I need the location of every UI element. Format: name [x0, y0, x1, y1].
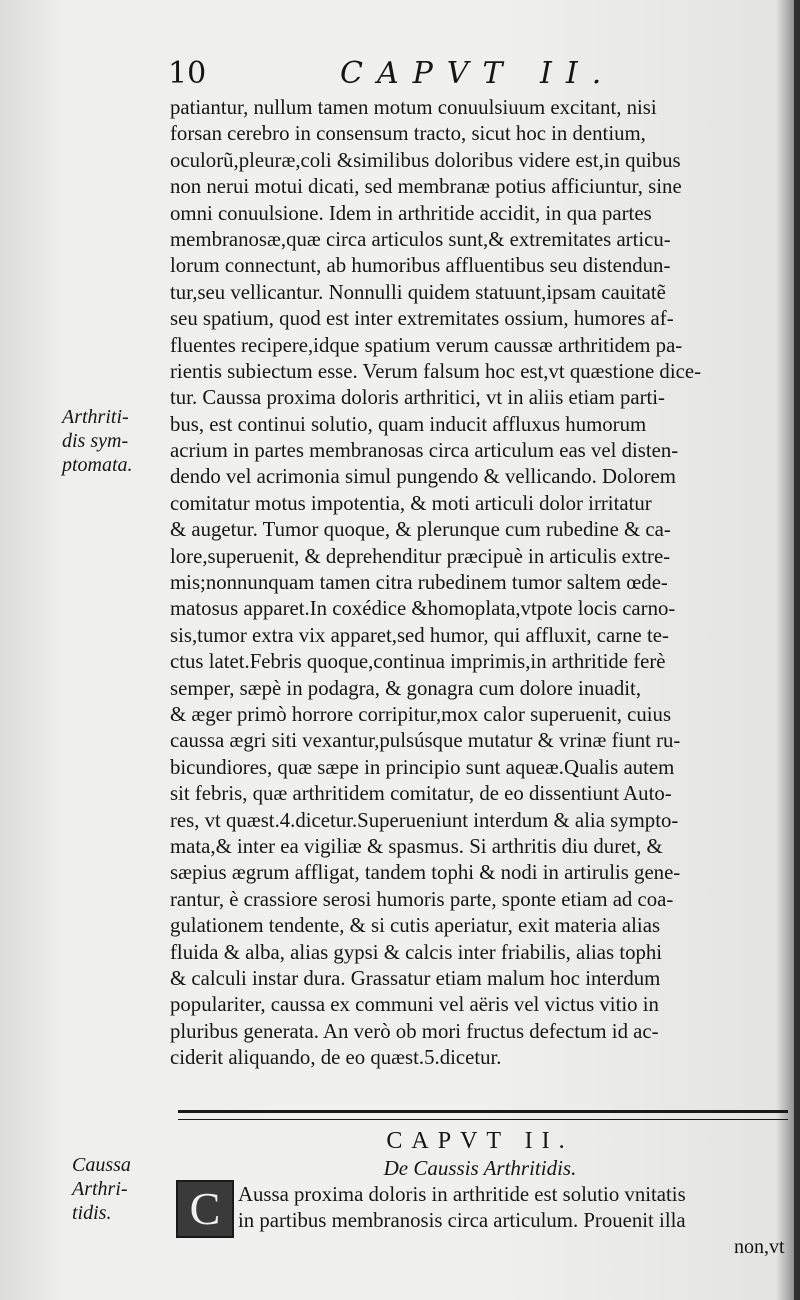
margin-note-line: ptomata. [62, 454, 133, 476]
text-line: mata,& inter ea vigiliæ & spasmus. Si arthritis diu duret, & [170, 834, 663, 858]
text-line: in partibus membranosis circa articulum. Prouenit illa [238, 1209, 686, 1232]
margin-note-symptoms [62, 405, 133, 477]
text-line: rantur, è crassiore serosi humoris parte, sponte etiam ad coa- [170, 887, 674, 911]
text-line: oculorũ,pleuræ,coli &similibus doloribus videre est,in quibus [170, 148, 681, 172]
margin-note-line: Caussa [72, 1154, 131, 1176]
page-number: 10 [168, 56, 207, 91]
page-header [160, 56, 780, 96]
chapter-heading: CAPVT II. [386, 1128, 574, 1154]
text-line: mis;nonnunquam tamen citra rubedinem tumor saltem œde- [170, 571, 668, 595]
text-line: gulationem tendente, & si cutis aperiatur, exit materia alias [170, 914, 661, 938]
text-line: lore,superuenit, & deprehenditur præcipuè in articulis extre- [170, 544, 671, 568]
margin-note-line: dis sym- [62, 430, 129, 452]
text-line: bicundiores, quæ sæpe in principio sunt aqueæ.Qualis autem [170, 755, 675, 779]
text-line: Aussa proxima doloris in arthritide est solutio vnitatis [238, 1183, 686, 1206]
text-line: omni conuulsione. Idem in arthritide accidit, in qua partes [170, 201, 652, 225]
margin-note-line: Arthriti- [62, 406, 129, 428]
text-line: matosus apparet.In coxédice &homoplata,vtpote locis carno- [170, 597, 676, 621]
margin-note-line: Arthri- [72, 1178, 128, 1200]
chapter-body-text [238, 1182, 798, 1234]
text-line: & calculi instar dura. Grassatur etiam malum hoc interdum [170, 966, 661, 990]
text-line: bus, est continui solutio, quam inducit affluxus humorum [170, 412, 647, 436]
text-line: sæpius ægrum affligat, tandem tophi & nodi in artirulis gene- [170, 861, 681, 885]
text-line: membranosæ,quæ circa articulos sunt,& extremitates articu- [170, 227, 671, 251]
text-line: caussa ægri siti vexantur,pulsúsque mutatur & vrinæ fiunt ru- [170, 729, 681, 753]
text-line: pluribus generata. An verò ob mori fructus defectum id ac- [170, 1019, 659, 1043]
text-line: dendo vel acrimonia simul pungendo & vellicando. Dolorem [170, 465, 676, 489]
chapter-subtitle: De Caussis Arthritidis. [383, 1156, 577, 1180]
body-text [170, 95, 790, 1071]
text-line: & augetur. Tumor quoque, & plerunque cum rubedine & ca- [170, 518, 671, 542]
text-line: & æger primò horrore corripitur,mox calor superuenit, cuius [170, 702, 672, 726]
margin-note-causes [72, 1153, 131, 1225]
text-line: lorum connectunt, ab humoribus affluentibus seu distendun- [170, 254, 671, 278]
text-line: acrium in partes membranosas circa articulum eas vel disten- [170, 439, 679, 463]
text-line: sis,tumor extra vix apparet,sed humor, qui affluxit, carne te- [170, 623, 669, 647]
text-line: fluida & alba, alias gypsi & calcis inter friabilis, alias tophi [170, 940, 663, 964]
text-line: tur. Caussa proxima doloris arthritici, vt in aliis etiam parti- [170, 386, 665, 410]
running-head: CAPVT II. [340, 56, 616, 91]
text-line: non nerui motui dicati, sed membranæ potius afficiuntur, sine [170, 175, 682, 199]
text-line: comitatur motus impotentia, & moti articuli dolor irritatur [170, 491, 652, 515]
text-line: fluentes recipere,idque spatium verum caussæ arthritidem pa- [170, 333, 683, 357]
text-line: sit febris, quæ arthritidem comitatur, de eo dissentiunt Auto- [170, 782, 672, 806]
text-line: seu spatium, quod est inter extremitates ossium, humores af- [170, 307, 674, 331]
text-line: rientis subiectum esse. Verum falsum hoc est,vt quæstione dice- [170, 359, 701, 383]
text-line: ctus latet.Febris quoque,continua imprimis,in arthritide ferè [170, 650, 666, 674]
decorated-initial: C [176, 1180, 234, 1238]
text-line: tur,seu vellicantur. Nonnulli quidem statuunt,ipsam cauitatẽ [170, 280, 666, 304]
text-line: populariter, caussa ex communi vel aëris vel victus vitio in [170, 993, 659, 1017]
catchword: non,vt [734, 1236, 785, 1258]
section-divider [178, 1110, 788, 1120]
text-line: patiantur, nullum tamen motum conuulsiuum excitant, nisi [170, 96, 657, 119]
text-line: res, vt quæst.4.dicetur.Superueniunt interdum & alia sympto- [170, 808, 679, 832]
text-line: semper, sæpè in podagra, & gonagra cum dolore inuadit, [170, 676, 642, 700]
page-edge-shadow [794, 0, 800, 1300]
text-line: forsan cerebro in consensum tracto, sicut hoc in dentium, [170, 122, 646, 146]
margin-note-line: tidis. [72, 1202, 112, 1224]
text-line: ciderit aliquando, de eo quæst.5.dicetur. [170, 1046, 502, 1070]
